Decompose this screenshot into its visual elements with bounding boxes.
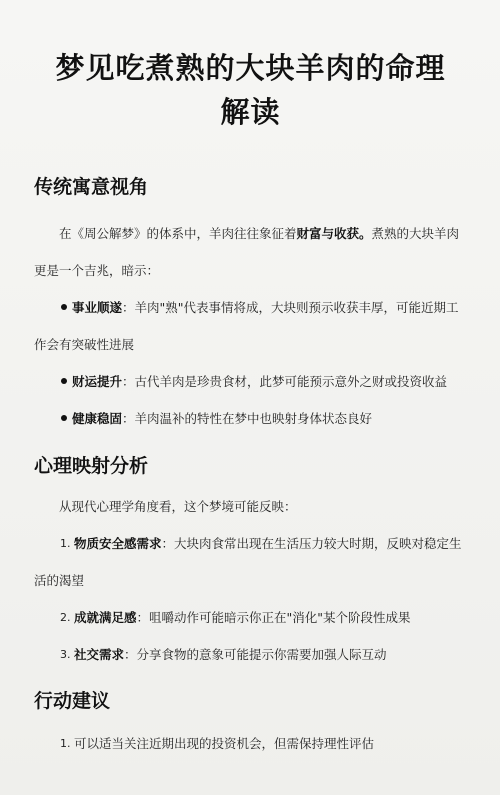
intro-text: 在《周公解梦》的体系中，羊肉往往象征着 bbox=[59, 226, 297, 241]
list-item-text: ：羊肉"熟"代表事情将成，大块则预示收获丰厚，可能近期工 bbox=[122, 300, 459, 315]
section-heading-advice: 行动建议 bbox=[34, 690, 111, 712]
list-item-text: ：大块肉食常出现在生活压力较大时期，反映对稳定生 bbox=[161, 536, 462, 551]
page-title bbox=[34, 0, 467, 134]
list-number: 2. bbox=[60, 611, 71, 624]
section-heading-traditional: 传统寓意视角 bbox=[34, 176, 149, 198]
list-item bbox=[34, 400, 467, 437]
list-item-label: 财运提升 bbox=[72, 374, 123, 389]
list-item-text-continued: 活的渴望 bbox=[34, 573, 85, 588]
list-item-text: 可以适当关注近期出现的投资机会，但需保持理性评估 bbox=[74, 736, 375, 751]
bullet-dot-icon bbox=[61, 378, 67, 384]
list-item-label: 成就满足感 bbox=[74, 610, 137, 625]
list-number: 1. bbox=[60, 737, 71, 750]
list-item bbox=[34, 725, 467, 762]
bullet-dot-icon bbox=[61, 415, 67, 421]
list-item bbox=[34, 599, 467, 636]
list-item bbox=[34, 636, 467, 673]
list-item-text: ：古代羊肉是珍贵食材，此梦可能预示意外之财或投资收益 bbox=[122, 374, 448, 389]
list-item-label: 社交需求 bbox=[74, 647, 125, 662]
section-heading-psychology: 心理映射分析 bbox=[34, 455, 149, 477]
list-number: 1. bbox=[60, 537, 71, 550]
list-item-text: ：分享食物的意象可能提示你需要加强人际互动 bbox=[124, 647, 387, 662]
list-item bbox=[34, 363, 467, 400]
bullet-dot-icon bbox=[61, 304, 67, 310]
section1-intro bbox=[34, 215, 467, 289]
list-item bbox=[34, 525, 467, 599]
list-item-text: ：咀嚼动作可能暗示你正在"消化"某个阶段性成果 bbox=[136, 610, 411, 625]
intro-bold-text: 财富与收获。 bbox=[296, 226, 372, 241]
intro-text-2: 煮熟的大块羊肉 bbox=[371, 226, 460, 241]
list-item-label: 事业顺遂 bbox=[72, 300, 123, 315]
title-line-1: 梦见吃煮熟的大块羊肉的命理 bbox=[55, 51, 446, 85]
section2-intro: 从现代心理学角度看，这个梦境可能反映： bbox=[59, 499, 297, 514]
title-line-2: 解读 bbox=[220, 95, 281, 129]
intro-text-3: 更是一个吉兆，暗示： bbox=[34, 263, 160, 278]
list-item-label: 物质安全感需求 bbox=[74, 536, 162, 551]
list-item-label: 健康稳固 bbox=[72, 411, 123, 426]
list-item-text-continued: 作会有突破性进展 bbox=[34, 337, 135, 352]
list-item bbox=[34, 289, 467, 363]
list-item-text: ：羊肉温补的特性在梦中也映射身体状态良好 bbox=[122, 411, 373, 426]
list-number: 3. bbox=[60, 648, 71, 661]
